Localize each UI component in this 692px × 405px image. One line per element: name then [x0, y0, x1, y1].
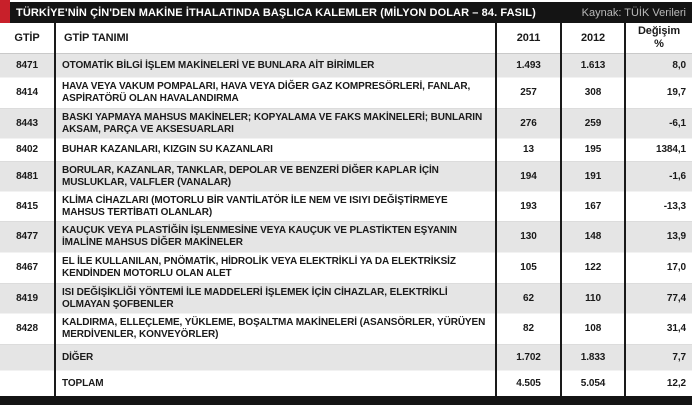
gtip-code-cell: 8471 [0, 54, 55, 78]
value-2011-cell: 82 [496, 314, 561, 345]
change-percent-cell: -13,3 [625, 192, 692, 222]
gtip-description-cell: BASKI YAPMAYA MAHSUS MAKİNELER; KOPYALAMA VE FAKS MAKİNELERİ; BUNLARIN AKSAM, PARÇA VE AKSESUARLARI [55, 109, 496, 139]
value-2012-cell: 108 [561, 314, 625, 345]
value-2011-cell: 276 [496, 109, 561, 139]
table-body [0, 54, 692, 398]
gtip-code-cell [0, 345, 55, 371]
value-2011-cell: 105 [496, 253, 561, 284]
table-header-row [0, 23, 692, 54]
table-row [0, 222, 692, 253]
change-percent-cell: 19,7 [625, 78, 692, 109]
gtip-code-cell: 8402 [0, 139, 55, 162]
gtip-code-cell: 8415 [0, 192, 55, 222]
column-header-gtip: GTİP [0, 23, 55, 54]
value-2011-cell: 257 [496, 78, 561, 109]
value-2012-cell: 308 [561, 78, 625, 109]
table-row [0, 139, 692, 162]
value-2012-cell: 122 [561, 253, 625, 284]
table-row [0, 284, 692, 314]
table-row [0, 345, 692, 371]
value-2012-cell: 110 [561, 284, 625, 314]
value-2012-cell: 148 [561, 222, 625, 253]
gtip-code-cell: 8477 [0, 222, 55, 253]
change-percent-cell: 1384,1 [625, 139, 692, 162]
value-2012-cell: 259 [561, 109, 625, 139]
title-bar [0, 2, 692, 23]
value-2011-cell: 1.493 [496, 54, 561, 78]
gtip-description-cell: OTOMATİK BİLGİ İŞLEM MAKİNELERİ VE BUNLARA AİT BİRİMLER [55, 54, 496, 78]
page-title: TÜRKİYE'NİN ÇİN'DEN MAKİNE İTHALATINDA BAŞLICA KALEMLER (MİLYON DOLAR – 84. FASIL) [16, 6, 536, 19]
value-2012-cell: 1.833 [561, 345, 625, 371]
value-2012-cell: 191 [561, 162, 625, 192]
column-header-degisim: Değişim % [625, 23, 692, 54]
column-header-gtip-tanimi: GTİP TANIMI [55, 23, 496, 54]
value-2012-cell: 5.054 [561, 371, 625, 398]
value-2011-cell: 1.702 [496, 345, 561, 371]
gtip-description-cell: BORULAR, KAZANLAR, TANKLAR, DEPOLAR VE BENZERİ DİĞER KAPLAR İÇİN MUSLUKLAR, VALFLER (VANALAR) [55, 162, 496, 192]
change-percent-cell: -1,6 [625, 162, 692, 192]
red-accent-block [0, 0, 10, 24]
bottom-black-bar [0, 396, 692, 405]
table-row [0, 314, 692, 345]
gtip-description-cell: ISI DEĞİŞİKLİĞİ YÖNTEMİ İLE MADDELERİ İŞLEMEK İÇİN CİHAZLAR, ELEKTRİKLİ OLMAYAN ŞOFBENLER [55, 284, 496, 314]
change-percent-cell: -6,1 [625, 109, 692, 139]
imports-table [0, 23, 692, 398]
value-2012-cell: 195 [561, 139, 625, 162]
column-header-2011: 2011 [496, 23, 561, 54]
table-row [0, 192, 692, 222]
value-2011-cell: 13 [496, 139, 561, 162]
change-percent-cell: 13,9 [625, 222, 692, 253]
source-attribution: Kaynak: TÜİK Verileri [581, 6, 686, 19]
table-row [0, 253, 692, 284]
value-2011-cell: 193 [496, 192, 561, 222]
table-row [0, 162, 692, 192]
value-2011-cell: 130 [496, 222, 561, 253]
gtip-code-cell: 8443 [0, 109, 55, 139]
gtip-code-cell: 8481 [0, 162, 55, 192]
gtip-description-cell: HAVA VEYA VAKUM POMPALARI, HAVA VEYA DİĞER GAZ KOMPRESÖRLERİ, FANLAR, ASPİRATÖRÜ OLAN HAVALANDIRMA [55, 78, 496, 109]
table-header [0, 23, 692, 54]
change-percent-cell: 17,0 [625, 253, 692, 284]
value-2012-cell: 167 [561, 192, 625, 222]
change-percent-cell: 31,4 [625, 314, 692, 345]
change-percent-cell: 7,7 [625, 345, 692, 371]
column-header-2012: 2012 [561, 23, 625, 54]
value-2011-cell: 194 [496, 162, 561, 192]
value-2011-cell: 62 [496, 284, 561, 314]
gtip-description-cell: BUHAR KAZANLARI, KIZGIN SU KAZANLARI [55, 139, 496, 162]
gtip-description-cell: KALDIRMA, ELLEÇLEME, YÜKLEME, BOŞALTMA MAKİNELERİ (ASANSÖRLER, YÜRÜYEN MERDİVENLER, KONVEYÖRLER) [55, 314, 496, 345]
table-row [0, 371, 692, 398]
table-row [0, 54, 692, 78]
gtip-code-cell: 8428 [0, 314, 55, 345]
gtip-description-cell: KAUÇUK VEYA PLASTİĞİN İŞLENMESİNE VEYA KAUÇUK VE PLASTİKTEN EŞYANIN İMALİNE MAHSUS DİĞER MAKİNELER [55, 222, 496, 253]
gtip-description-cell: DİĞER [55, 345, 496, 371]
table-row [0, 78, 692, 109]
gtip-code-cell: 8419 [0, 284, 55, 314]
gtip-description-cell: KLİMA CİHAZLARI (MOTORLU BİR VANTİLATÖR İLE NEM VE ISIYI DEĞİŞTİRMEYE MAHSUS TERTİBATI OLANLAR) [55, 192, 496, 222]
gtip-code-cell [0, 371, 55, 398]
gtip-code-cell: 8467 [0, 253, 55, 284]
value-2012-cell: 1.613 [561, 54, 625, 78]
gtip-code-cell: 8414 [0, 78, 55, 109]
gtip-description-cell: TOPLAM [55, 371, 496, 398]
gtip-description-cell: EL İLE KULLANILAN, PNÖMATİK, HİDROLİK VEYA ELEKTRİKLİ YA DA ELEKTRİKSİZ KENDİNDEN MOTORLU OLAN ALET [55, 253, 496, 284]
change-percent-cell: 77,4 [625, 284, 692, 314]
change-percent-cell: 12,2 [625, 371, 692, 398]
change-percent-cell: 8,0 [625, 54, 692, 78]
table-row [0, 109, 692, 139]
value-2011-cell: 4.505 [496, 371, 561, 398]
